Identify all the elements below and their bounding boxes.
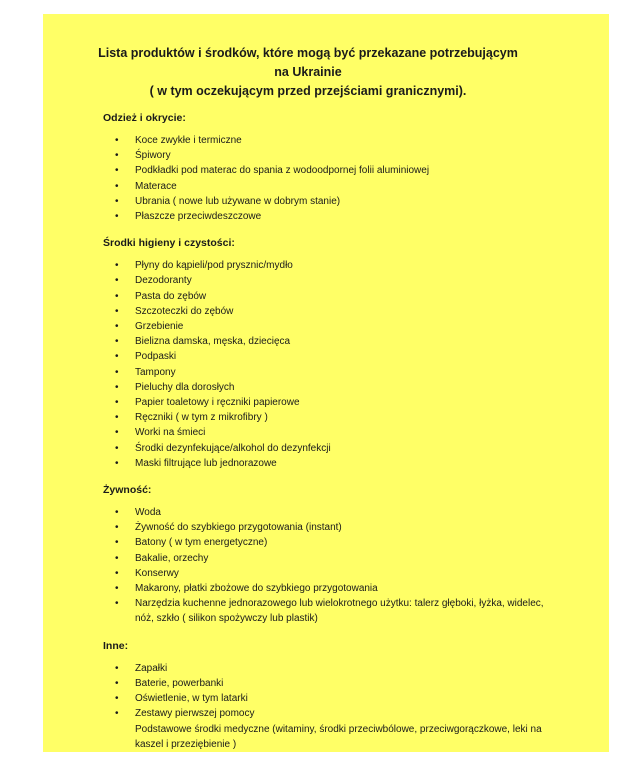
list-item: • Podpaski <box>99 349 581 364</box>
list-item: • Konserwy <box>99 566 581 581</box>
list-item <box>99 706 581 752</box>
list-item: • Papier toaletowy i ręczniki papierowe <box>99 395 581 410</box>
list-item: • Tampony <box>99 365 581 380</box>
section-heading-other: Inne: <box>103 639 129 652</box>
document-title <box>93 44 523 101</box>
section-heading-clothing: Odzież i okrycie: <box>103 112 186 124</box>
list-item: • Makarony, płatki zbożowe do szybkiego przygotowania <box>99 581 581 596</box>
title-line-1: Lista produktów i środków, które mogą być przekazane potrzebującym <box>98 46 518 60</box>
list-item: • Materace <box>99 179 581 194</box>
list-item: • Maski filtrujące lub jednorazowe <box>99 456 581 471</box>
list-item: • Podkładki pod materac do spania z wodoodpornej folii aluminiowej <box>99 163 581 178</box>
list-item-line: • Zestawy pierwszej pomocy <box>135 708 255 720</box>
other-list <box>103 661 581 752</box>
document-page <box>43 14 609 752</box>
list-item-line: • Narzędzia kuchenne jednorazowego lub wielokrotnego użytku: talerz głęboki, łyżka, widelec, <box>135 598 544 610</box>
section-heading-food: Żywność: <box>103 484 152 497</box>
list-item: • Zapałki <box>99 661 581 676</box>
list-item: • Batony ( w tym energetyczne) <box>99 535 581 550</box>
list-item: • Worki na śmieci <box>99 425 581 440</box>
list-item: • Bielizna damska, męska, dziecięca <box>99 334 581 349</box>
list-item: • Bakalie, orzechy <box>99 551 581 566</box>
list-item: • Środki dezynfekujące/alkohol do dezynfekcji <box>99 441 581 456</box>
list-item: • Ubrania ( nowe lub używane w dobrym stanie) <box>99 194 581 209</box>
list-item: • Pieluchy dla dorosłych <box>99 380 581 395</box>
food-list <box>103 505 581 627</box>
list-item: • Oświetlenie, w tym latarki <box>99 691 581 706</box>
list-item-line: nóż, szkło ( silikon spożywczy lub plastik) <box>135 613 318 625</box>
list-item: • Płaszcze przeciwdeszczowe <box>99 209 581 224</box>
list-item <box>99 596 581 626</box>
list-item-line: kaszel i przeziębienie ) <box>135 738 237 750</box>
hygiene-list <box>103 258 581 471</box>
list-item-line: Podstawowe środki medyczne (witaminy, środki przeciwbólowe, przeciwgorączkowe, leki na <box>135 723 542 735</box>
list-item: • Żywność do szybkiego przygotowania (instant) <box>99 520 581 535</box>
list-item: • Ręczniki ( w tym z mikrofibry ) <box>99 410 581 425</box>
list-item: • Woda <box>99 505 581 520</box>
clothing-list <box>103 133 581 224</box>
title-line-2: na Ukrainie <box>274 65 342 79</box>
list-item: • Koce zwykłe i termiczne <box>99 133 581 148</box>
list-item: • Grzebienie <box>99 319 581 334</box>
list-item: • Płyny do kąpieli/pod prysznic/mydło <box>99 258 581 273</box>
list-item: • Pasta do zębów <box>99 289 581 304</box>
list-item: • Baterie, powerbanki <box>99 676 581 691</box>
title-line-3: ( w tym oczekującym przed przejściami granicznymi). <box>149 84 467 98</box>
list-item: • Dezodoranty <box>99 273 581 288</box>
section-heading-hygiene: Środki higieny i czystości: <box>103 237 235 250</box>
list-item: • Śpiwory <box>99 148 581 163</box>
list-item: • Szczoteczki do zębów <box>99 304 581 319</box>
